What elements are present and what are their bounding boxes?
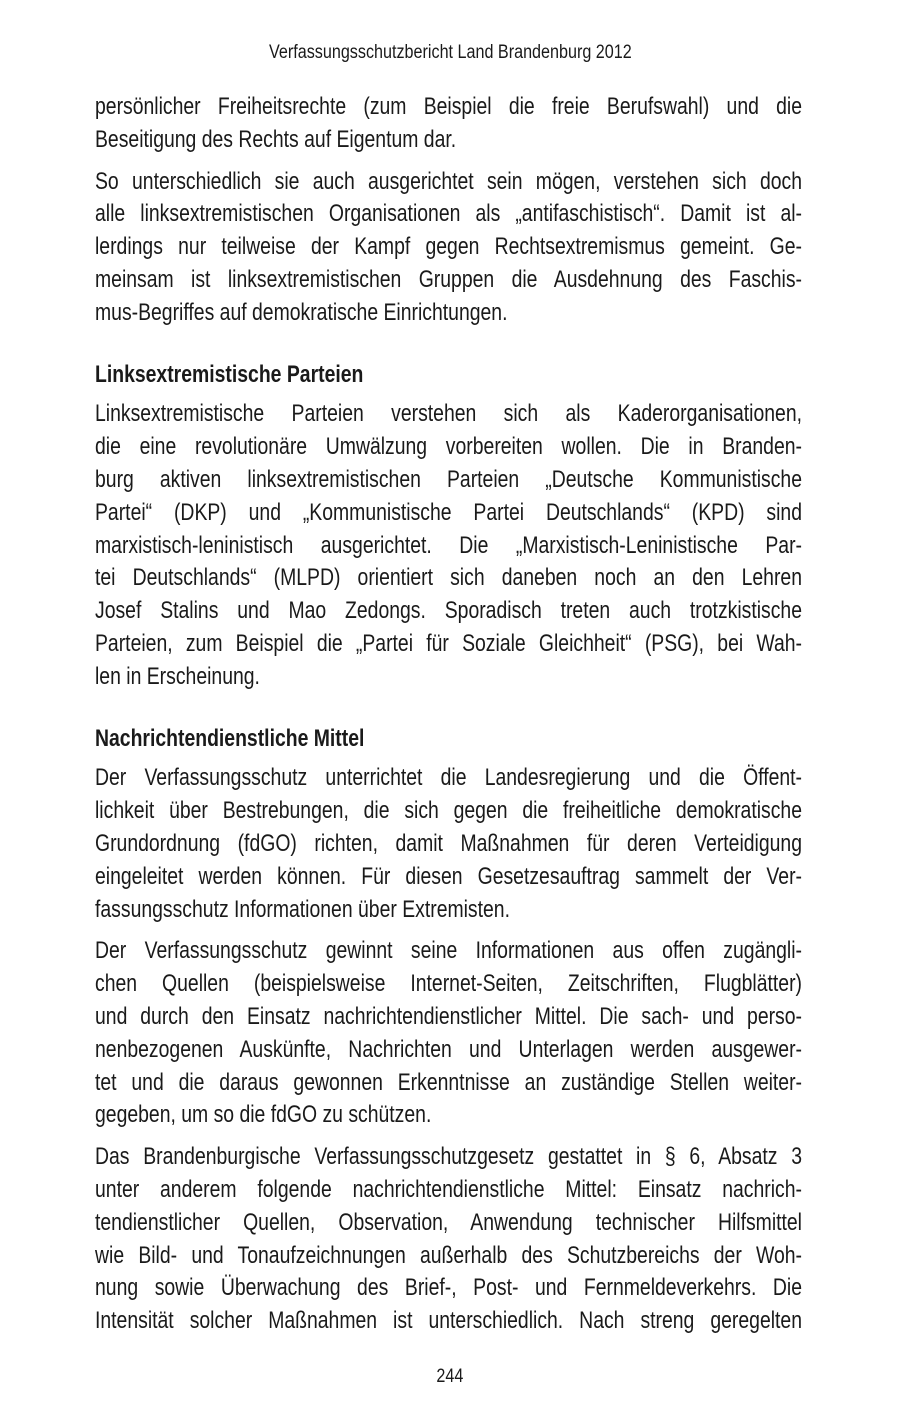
text-line: mus-Begriffes auf demokratische Einrichtungen. (95, 298, 508, 326)
text-line: Grundordnung (fdGO) richten, damit Maßnahmen für deren Verteidigung (95, 829, 802, 857)
text-line: und durch den Einsatz nachrichtendienstlicher Mittel. Die sach- und perso- (95, 1002, 802, 1030)
text-line: Partei“ (DKP) und „Kommunistische Partei Deutschlands“ (KPD) sind (95, 498, 802, 526)
body-text (95, 91, 802, 1347)
text-line: Josef Stalins und Mao Zedongs. Sporadisch treten auch trotzkistische (95, 597, 802, 625)
paragraph (95, 762, 802, 926)
text-line: meinsam ist linksextremistischen Gruppen die Ausdehnung des Faschis- (95, 265, 802, 293)
text-line: unter anderem folgende nachrichtendienstliche Mittel: Einsatz nachrich- (95, 1175, 802, 1203)
text-line: fassungsschutz Informationen über Extremisten. (95, 895, 510, 923)
text-line: lerdings nur teilweise der Kampf gegen Rechtsextremismus gemeint. Ge- (95, 233, 802, 261)
paragraph (95, 1141, 802, 1338)
text-line: burg aktiven linksextremistischen Parteien „Deutsche Kommunistische (95, 465, 802, 493)
paragraph (95, 935, 802, 1132)
text-line: eingeleitet werden können. Für diesen Gesetzesauftrag sammelt der Ver- (95, 862, 802, 890)
text-line: Nachrichtendienstliche Mittel (95, 724, 365, 752)
text-line: nung sowie Überwachung des Brief-, Post- und Fernmeldeverkehrs. Die (95, 1274, 802, 1302)
paragraph (95, 166, 802, 330)
text-line: tendienstlicher Quellen, Observation, Anwendung technischer Hilfsmittel (95, 1208, 802, 1236)
text-line: alle linksextremistischen Organisationen als „antifaschistisch“. Damit ist al- (95, 200, 802, 228)
text-line: tet und die daraus gewonnen Erkenntnisse an zuständige Stellen weiter- (95, 1068, 802, 1096)
text-line: Parteien, zum Beispiel die „Partei für Soziale Gleichheit“ (PSG), bei Wah- (95, 629, 802, 657)
header-text: Verfassungsschutzbericht Land Brandenburg 2012 (268, 42, 632, 63)
paragraph (95, 91, 802, 157)
text-line: lichkeit über Bestrebungen, die sich gegen die freiheitliche demokratische (95, 797, 802, 825)
text-line: Beseitigung des Rechts auf Eigentum dar. (95, 125, 457, 153)
text-line: marxistisch-leninistisch ausgerichtet. Die „Marxistisch-Leninistische Par- (95, 531, 802, 559)
text-line: die eine revolutionäre Umwälzung vorbereiten wollen. Die in Branden- (95, 433, 802, 461)
text-line: Der Verfassungsschutz unterrichtet die Landesregierung und die Öffent- (95, 764, 802, 792)
text-line: chen Quellen (beispielsweise Internet-Seiten, Zeitschriften, Flugblätter) (95, 970, 802, 998)
text-line: nenbezogenen Auskünfte, Nachrichten und Unterlagen werden ausgewer- (95, 1035, 802, 1063)
running-header (0, 42, 900, 64)
text-line: Linksextremistische Parteien verstehen sich als Kaderorganisationen, (95, 400, 802, 428)
section-heading (95, 359, 802, 392)
text-line: len in Erscheinung. (95, 662, 260, 690)
text-line: So unterschiedlich sie auch ausgerichtet sein mögen, verstehen sich doch (95, 167, 802, 195)
text-line: Der Verfassungsschutz gewinnt seine Informationen aus offen zugängli- (95, 937, 802, 965)
page-number (0, 1366, 900, 1388)
section-heading (95, 723, 802, 756)
page-number-text: 244 (436, 1366, 464, 1387)
text-line: Intensität solcher Maßnahmen ist unterschiedlich. Nach streng geregelten (95, 1307, 802, 1335)
paragraph (95, 398, 802, 693)
text-line: Linksextremistische Parteien (95, 360, 364, 388)
text-line: persönlicher Freiheitsrechte (zum Beispiel die freie Berufswahl) und die (95, 93, 802, 120)
text-line: Das Brandenburgische Verfassungsschutzgesetz gestattet in § 6, Absatz 3 (95, 1143, 802, 1171)
text-line: gegeben, um so die fdGO zu schützen. (95, 1101, 432, 1129)
text-line: tei Deutschlands“ (MLPD) orientiert sich daneben noch an den Lehren (95, 564, 802, 592)
text-line: wie Bild- und Tonaufzeichnungen außerhalb des Schutzbereichs der Woh- (95, 1241, 802, 1269)
